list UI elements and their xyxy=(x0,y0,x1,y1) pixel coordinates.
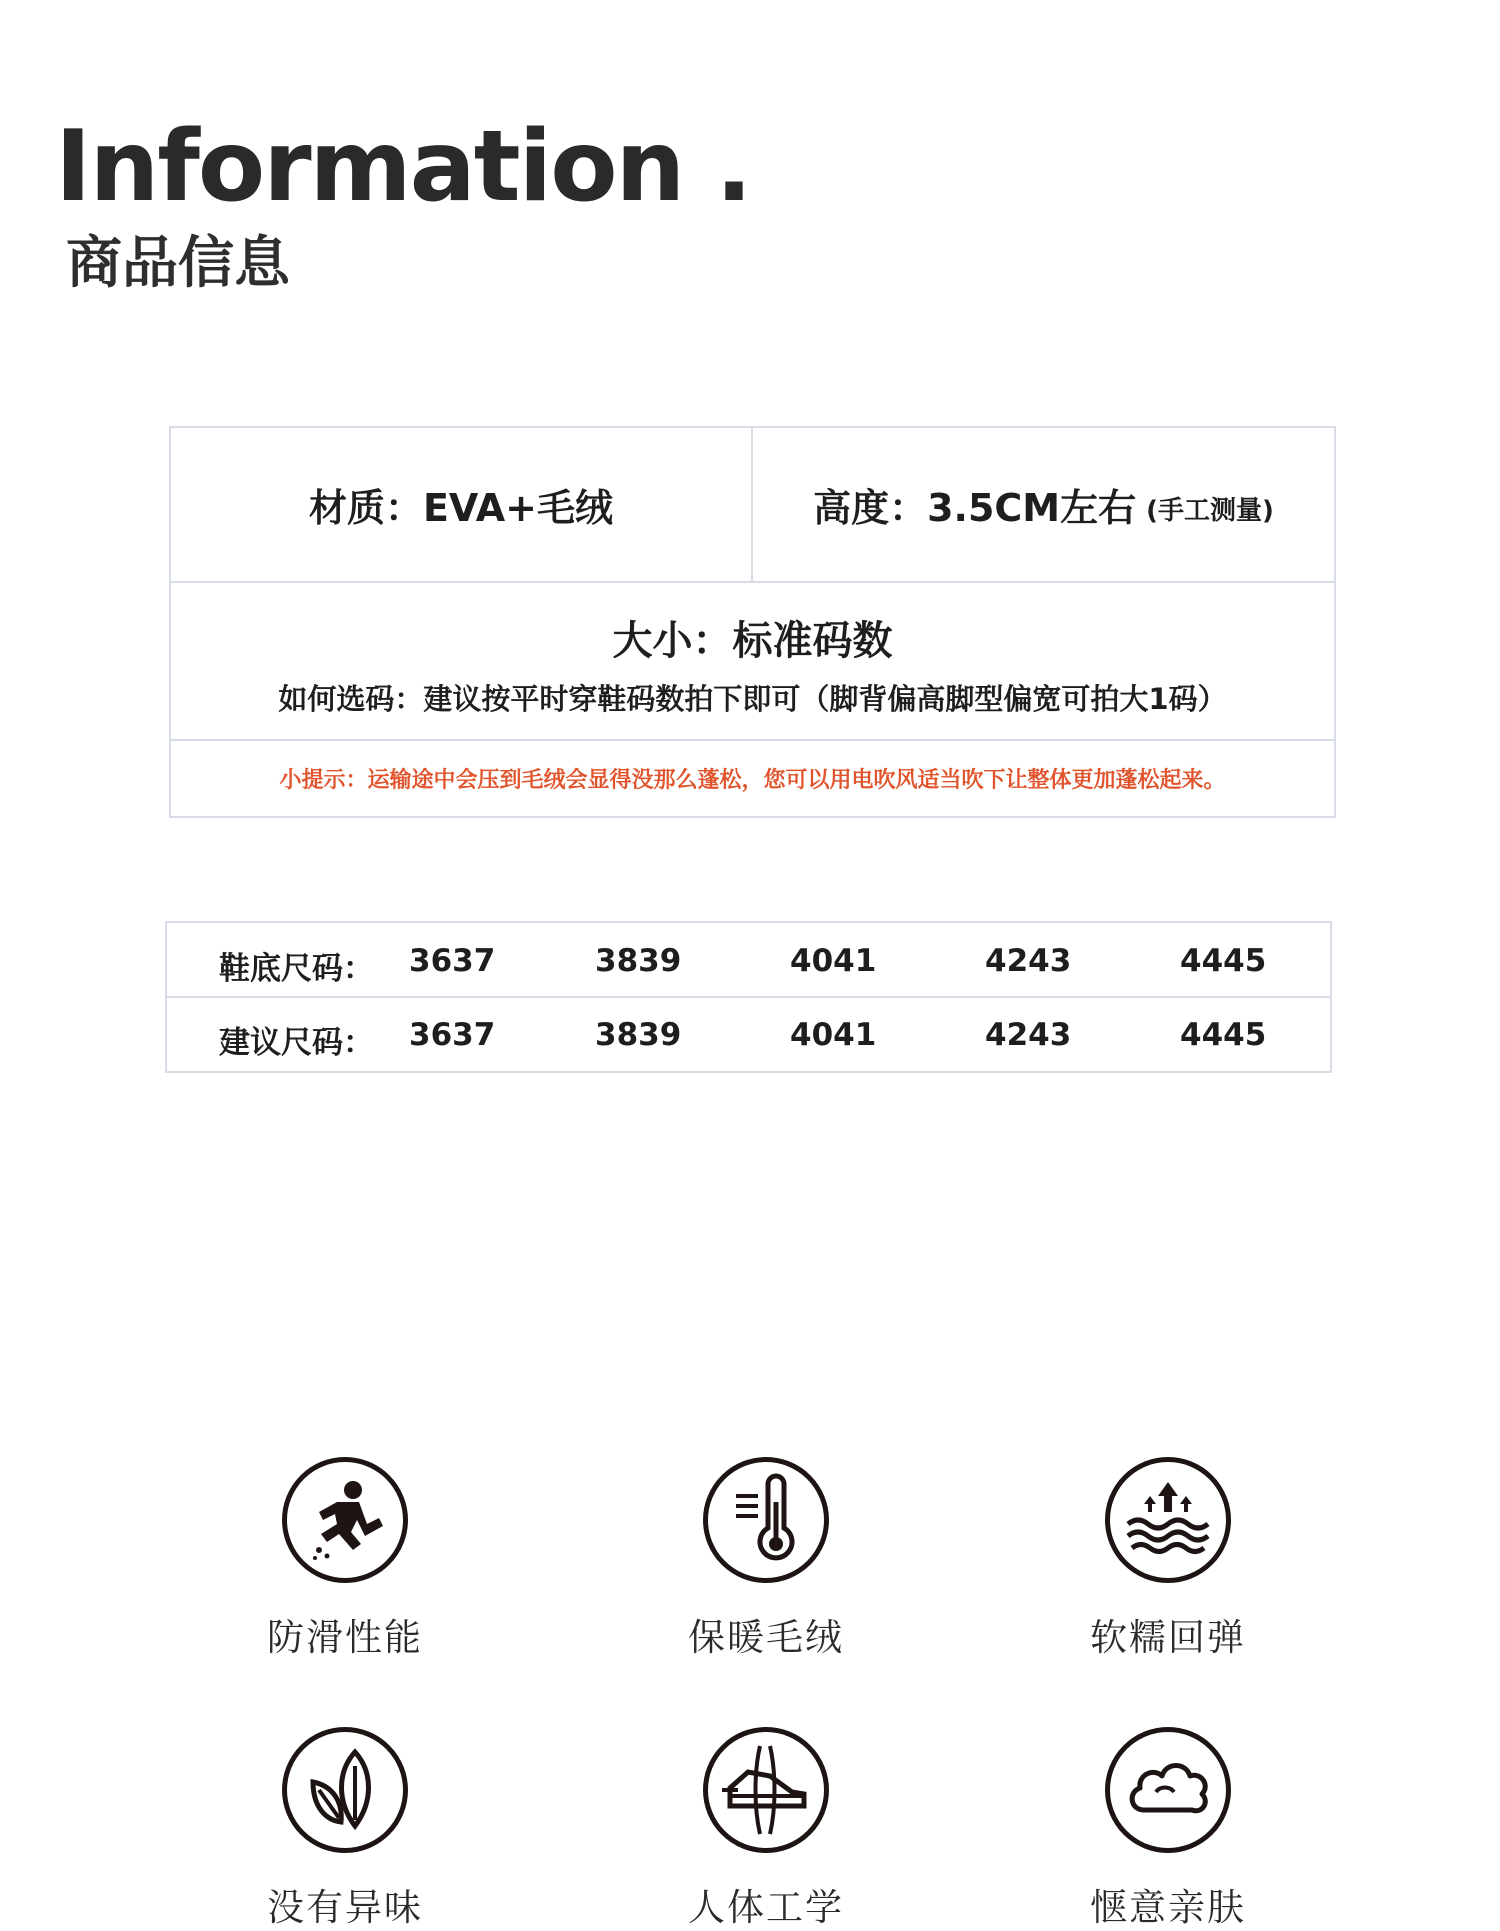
size-cell: 4041 xyxy=(790,943,877,979)
feature-label: 保暖毛绒 xyxy=(688,1616,844,1659)
spec-row-tip xyxy=(171,741,1334,818)
size-row-label: 建议尺码： xyxy=(219,1025,374,1061)
size-chart xyxy=(165,921,1332,1073)
height-note: (手工测量) xyxy=(1146,496,1274,526)
page-title-chinese: 商品信息 xyxy=(66,231,290,296)
feature-warm-plush xyxy=(636,1457,896,1661)
feature-no-odor xyxy=(215,1727,475,1931)
ergonomic-shoe-icon xyxy=(703,1727,829,1853)
height-cell xyxy=(753,428,1334,581)
material-text: 材质：EVA+毛绒 xyxy=(308,486,614,530)
size-cell: 4445 xyxy=(1180,1017,1267,1053)
size-cell: 3839 xyxy=(595,1017,682,1053)
feature-soft-rebound xyxy=(1038,1457,1298,1661)
size-cell: 4243 xyxy=(985,943,1072,979)
size-cell: 3637 xyxy=(409,943,496,979)
size-row-recommended xyxy=(167,997,1330,1070)
anti-slip-icon xyxy=(282,1457,408,1583)
leaf-icon xyxy=(282,1727,408,1853)
feature-label: 人体工学 xyxy=(688,1886,844,1929)
feature-ergonomic xyxy=(636,1727,896,1931)
material-cell xyxy=(171,428,753,581)
page-title-english: Information . xyxy=(55,110,751,224)
size-cell: 3839 xyxy=(595,943,682,979)
feature-label: 软糯回弹 xyxy=(1090,1616,1246,1659)
size-title: 大小：标准码数 xyxy=(612,618,893,664)
feature-label: 防滑性能 xyxy=(267,1616,423,1659)
product-spec-table xyxy=(169,426,1336,818)
feature-label: 没有异味 xyxy=(267,1886,423,1929)
size-advice: 如何选码：建议按平时穿鞋码数拍下即可（脚背偏高脚型偏宽可拍大1码） xyxy=(278,682,1227,716)
feature-anti-slip xyxy=(215,1457,475,1661)
feature-skin-friendly xyxy=(1038,1727,1298,1931)
size-cell: 3637 xyxy=(409,1017,496,1053)
size-cell: 4445 xyxy=(1180,943,1267,979)
height-text: 高度：3.5CM左右 xyxy=(813,486,1137,530)
thermometer-icon xyxy=(703,1457,829,1583)
size-row-label: 鞋底尺码： xyxy=(219,951,374,987)
feature-label: 惬意亲肤 xyxy=(1090,1886,1246,1929)
size-cell: 4243 xyxy=(985,1017,1072,1053)
size-row-sole xyxy=(167,923,1330,998)
spec-row-size xyxy=(171,583,1334,741)
rebound-icon xyxy=(1105,1457,1231,1583)
cloud-icon xyxy=(1105,1727,1231,1853)
size-cell: 4041 xyxy=(790,1017,877,1053)
tip-notice: 小提示：运输途中会压到毛绒会显得没那么蓬松，您可以用电吹风适当吹下让整体更加蓬松起来。 xyxy=(279,768,1226,793)
spec-row-material-height xyxy=(171,428,1334,583)
